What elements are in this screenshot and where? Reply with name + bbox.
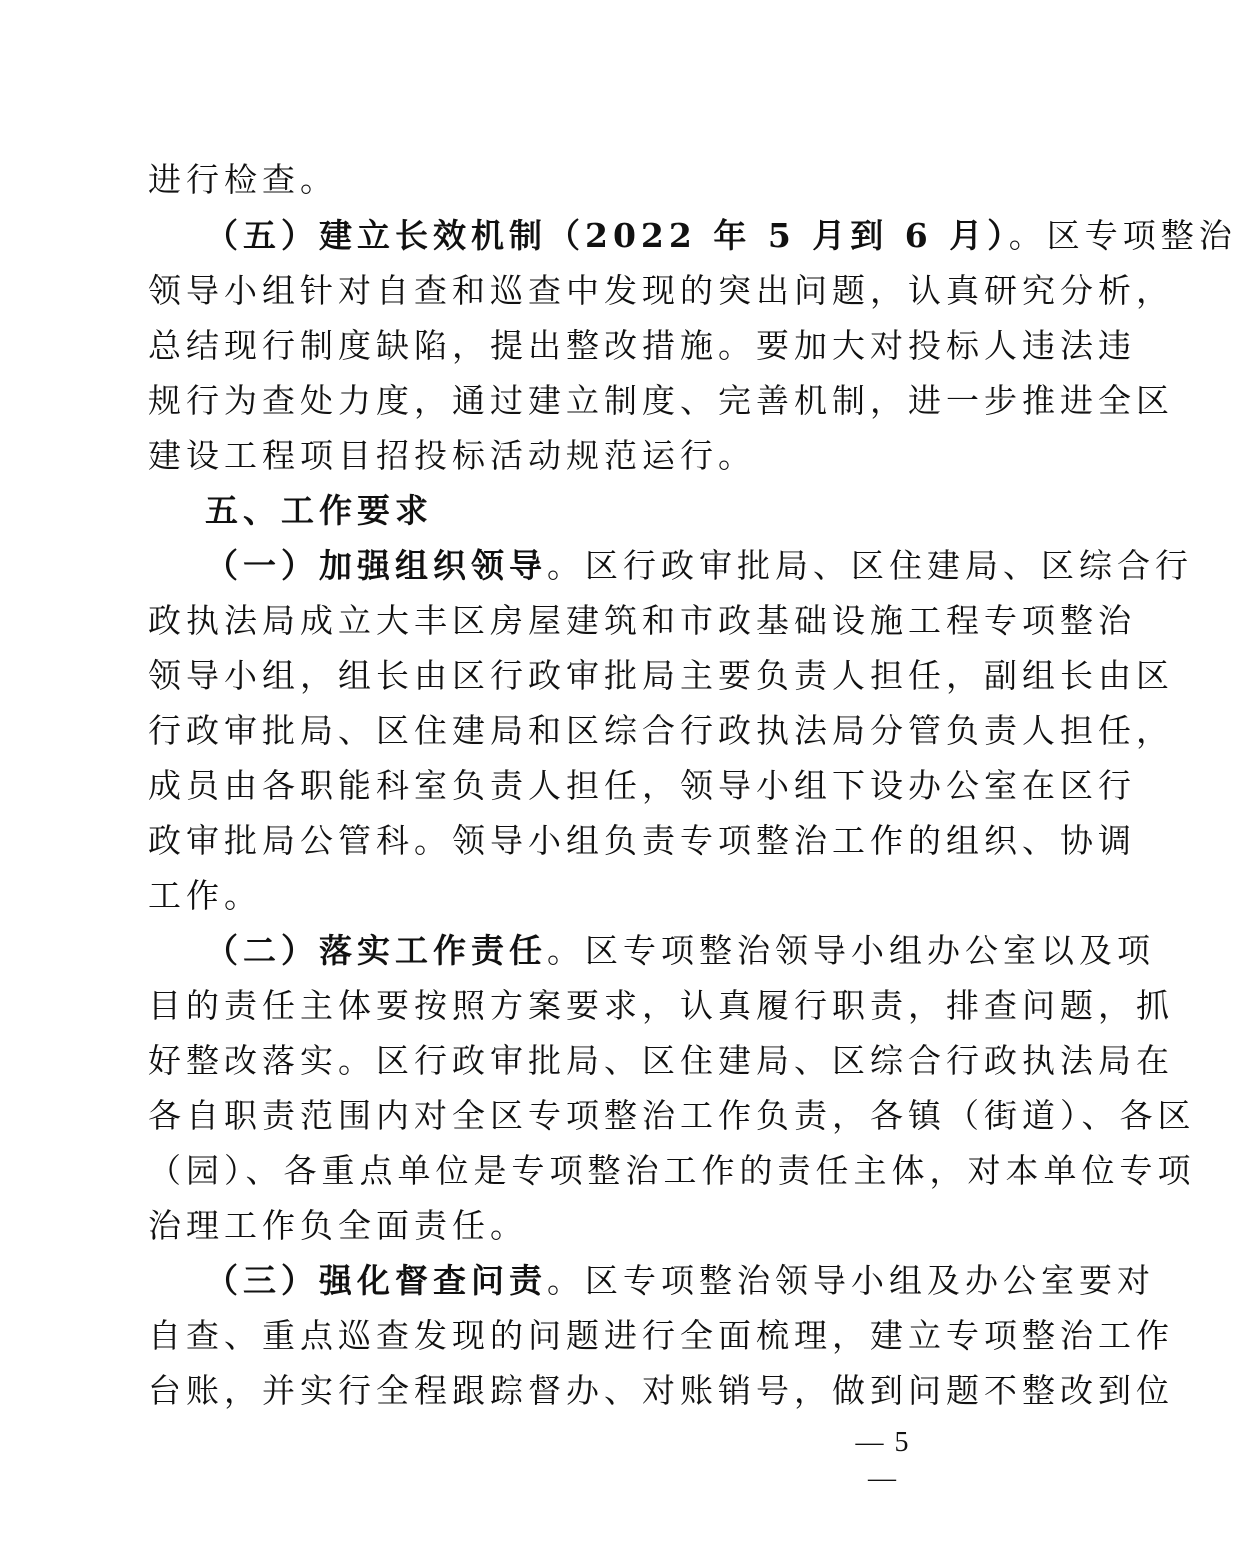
body-line (148, 1314, 1174, 1358)
line-text: 治理工作负全面责任。 (148, 1206, 528, 1245)
section-title: 五、工作要求 (205, 491, 433, 530)
body-line (148, 819, 1136, 863)
line-text: 总结现行制度缺陷，提出整改措施。要加大对投标人违法违 (148, 326, 1136, 365)
body-line (148, 324, 1136, 368)
body-line (148, 1149, 1196, 1193)
section-paragraph-start (205, 214, 1237, 258)
body-line (148, 1369, 1174, 1413)
body-line (148, 158, 948, 202)
section-paragraph-start (205, 544, 1193, 588)
body-line (148, 599, 1136, 643)
line-text: 规行为查处力度，通过建立制度、完善机制，进一步推进全区 (148, 381, 1174, 420)
section-heading (205, 489, 948, 533)
line-text: 自查、重点巡查发现的问题进行全面梳理，建立专项整治工作 (148, 1316, 1174, 1355)
line-text: 工作。 (148, 876, 262, 915)
body-line (148, 709, 1174, 753)
line-text: 领导小组，组长由区行政审批局主要负责人担任，副组长由区 (148, 656, 1174, 695)
line-text: 领导小组针对自查和巡查中发现的突出问题，认真研究分析， (148, 271, 1174, 310)
body-line (148, 434, 948, 478)
page-number: — 5 — (855, 1427, 911, 1494)
line-text: 。区专项整治领导小组办公室以及项 (547, 931, 1155, 970)
line-text: 台账，并实行全程跟踪督办、对账销号，做到问题不整改到位 (148, 1371, 1174, 1410)
subsection-heading: （三）强化督查问责 (205, 1261, 547, 1300)
line-text: 成员由各职能科室负责人担任，领导小组下设办公室在区行 (148, 766, 1136, 805)
line-text: 。区专项整治领导小组及办公室要对 (547, 1261, 1155, 1300)
body-line (148, 1039, 1174, 1083)
body-line (148, 1204, 948, 1248)
subsection-heading: （二）落实工作责任 (205, 931, 547, 970)
body-line (148, 1094, 1196, 1138)
line-text: 。区专项整治 (1008, 216, 1237, 255)
line-text: 好整改落实。区行政审批局、区住建局、区综合行政执法局在 (148, 1041, 1174, 1080)
line-text: 行政审批局、区住建局和区综合行政执法局分管负责人担任， (148, 711, 1174, 750)
body-line (148, 984, 1174, 1028)
subsection-heading: （五）建立长效机制（2022 年 5 月到 6 月） (205, 216, 1009, 255)
line-text: 。区行政审批局、区住建局、区综合行 (547, 546, 1193, 585)
body-line (148, 379, 1174, 423)
body-line (148, 654, 1174, 698)
line-text: （园）、各重点单位是专项整治工作的责任主体，对本单位专项 (148, 1151, 1196, 1190)
line-text: 目的责任主体要按照方案要求，认真履行职责，排查问题，抓 (148, 986, 1174, 1025)
line-text: 建设工程项目招投标活动规范运行。 (148, 436, 756, 475)
line-text: 各自职责范围内对全区专项整治工作负责，各镇（街道）、各区 (148, 1096, 1196, 1135)
body-line (148, 874, 948, 918)
body-line (148, 269, 1174, 313)
section-paragraph-start (205, 1259, 1155, 1303)
subsection-heading: （一）加强组织领导 (205, 546, 547, 585)
section-paragraph-start (205, 929, 1155, 973)
line-text: 进行检查。 (148, 160, 338, 199)
line-text: 政执法局成立大丰区房屋建筑和市政基础设施工程专项整治 (148, 601, 1136, 640)
body-line (148, 764, 1136, 808)
line-text: 政审批局公管科。领导小组负责专项整治工作的组织、协调 (148, 821, 1136, 860)
